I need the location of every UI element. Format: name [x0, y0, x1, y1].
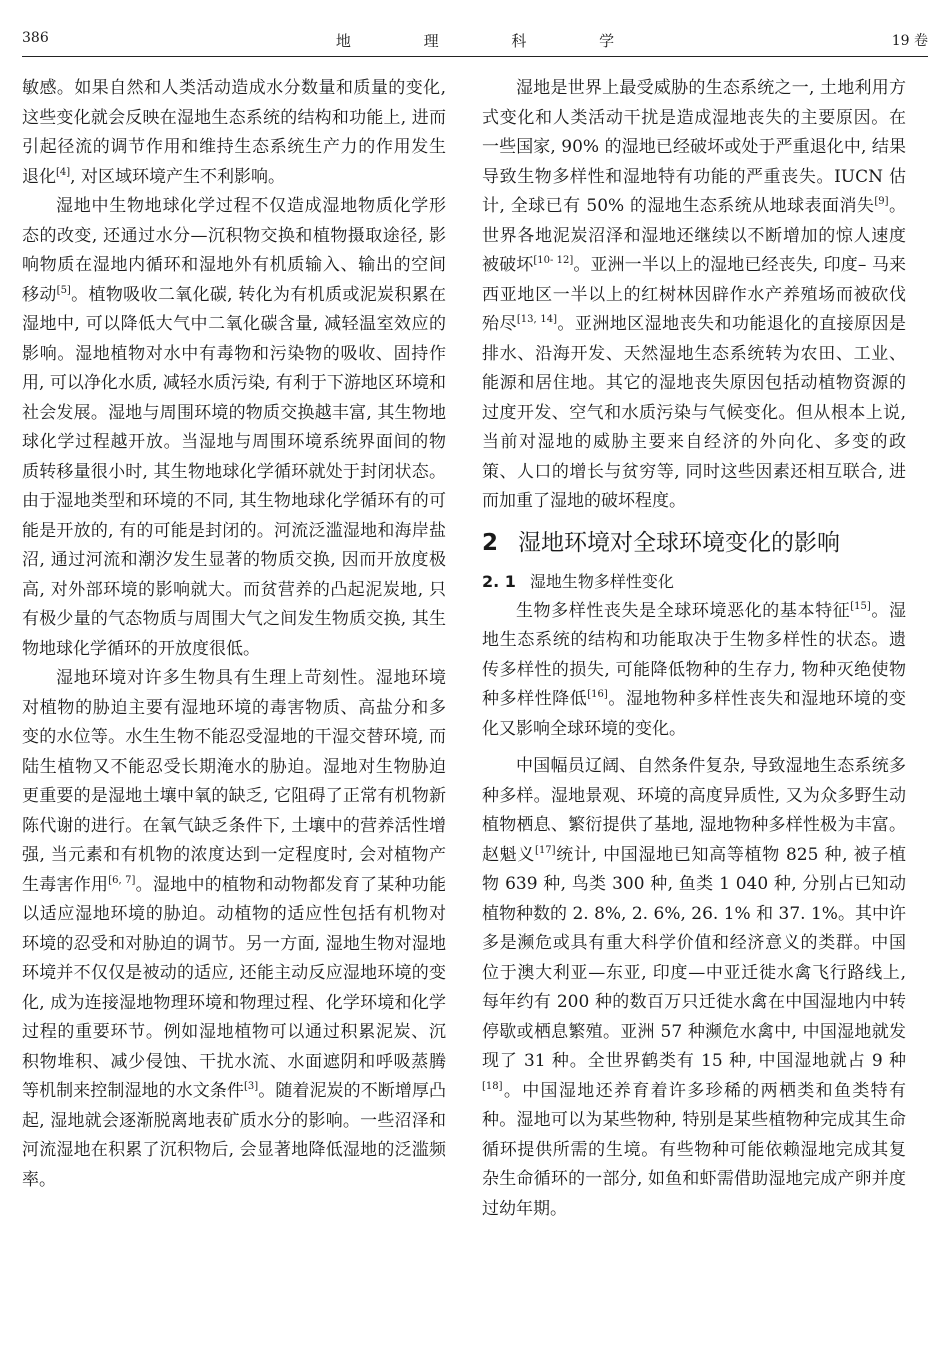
citation: [10- 12] — [533, 255, 574, 266]
citation: [4] — [56, 166, 71, 178]
paragraph-text: , 对区域环境产生不利影响。 — [70, 166, 285, 187]
paragraph-text: 湿地中生物地球化学过程不仅造成湿地物质化学形态的改变, 还通过水分—沉积物交换和植物摄取途径, 影响物质在湿地内循环和湿地外有机质输入、输出的空间移动 — [22, 196, 446, 305]
paragraph-3 — [22, 664, 446, 1195]
citation: [6, 7] — [108, 874, 136, 886]
citation: [18] — [482, 1080, 503, 1092]
citation: [5] — [56, 284, 71, 296]
subsection-number: 2. 1 — [482, 571, 516, 591]
section-title: 湿地环境对全球环境变化的影响 — [518, 529, 841, 556]
page-header — [22, 30, 928, 52]
paragraph-text: 中国幅员辽阔、自然条件复杂, 导致湿地生态系统多种多样。湿地景观、环境的高度异质性, 又为众多野生动植物栖息、繁衍提供了基地, 湿地物种多样性极为丰富。赵魁义 — [482, 756, 906, 865]
paragraph-6 — [482, 752, 906, 1224]
paragraph-text: 。随着泥炭的不断增厚凸起, 湿地就会逐渐脱离地表矿质水分的影响。一些沼泽和河流湿地在积累了沉积物后, 会显著地降低湿地的泛滥频率。 — [22, 1081, 447, 1190]
paragraph-text: 统计, 中国湿地已知高等植物 825 种, 被子植物 639 种, 鸟类 300 种, 鱼类 1 040 种, 分别占已知动植物种数的 2. 8%, 2. 6%, 26. 1% 和 37. 1%。其中许多是濒危或具有重大科学价值和经济意义的类群。中国位于澳大利亚—东亚, 印度—中亚迁徙水禽飞行路线上, 每年约有 200 种的数百万只迁徙水禽在中国湿地内中转停歇或栖息繁殖。亚洲 57 种濒危水禽中, 中国湿地就发现了 31 种。全世界鹤类有 15 种, 中国湿地就占 9 种 — [482, 844, 907, 1071]
citation: [3] — [244, 1081, 259, 1092]
paragraph-text: 。湿地中的植物和动物都发育了某种功能以适应湿地环境的胁迫。动植物的适应性包括有机物对环境的忍受和对胁迫的调节。另一方面, 湿地生物对湿地环境并不仅仅是被动的适应, 还能主动反应湿地环境的变化, 成为连接湿地物理环境和物理过程、化学环境和化学过程的重要环节。例如湿地植物可以通过积累泥炭、沉积物堆积、减少侵蚀、干扰水流、水面遮阴和呼吸蒸腾等机制来控制湿地的水文条件 — [22, 874, 447, 1101]
journal-title: 地 理 科 学 — [335, 32, 649, 50]
volume-label: 19 卷 — [891, 33, 928, 49]
paragraph-text: 。湿地生态系统的结构和功能取决于生物多样性的状态。遗传多样性的损失, 可能降低物种的生存力, 物种灭绝使物种多样性降低 — [482, 600, 906, 709]
citation: [17] — [535, 844, 556, 856]
citation: [9] — [874, 196, 889, 207]
citation: [13, 14] — [516, 314, 557, 325]
subsection-title: 湿地生物多样性变化 — [529, 571, 674, 591]
header-rule — [22, 56, 928, 57]
paragraph-text: 湿地是世界上最受威胁的生态系统之一, 土地利用方式变化和人类活动干扰是造成湿地丧失的主要原因。在一些国家, 90% 的湿地已经破坏或处于严重退化中, 结果导致生物多样性和湿地特有功能的严重丧失。IUCN 估计, 全球已有 50% 的湿地生态系统从地球表面消失 — [482, 78, 906, 216]
paragraph-text: 。世界各地泥炭沼泽和湿地还继续以不断增加的惊人速度被破坏 — [482, 196, 906, 275]
citation: [16] — [587, 689, 608, 700]
paragraph-text: 湿地环境对许多生物具有生理上苛刻性。湿地环境对植物的胁迫主要有湿地环境的毒害物质、高盐分和多变的水位等。水生生物不能忍受湿地的干湿交替环境, 而陆生植物又不能忍受长期淹水的胁迫。湿地对生物胁迫更重要的是湿地土壤中氧的缺乏, 它阻碍了正常有机物新陈代谢的进行。在氧气缺乏条件下, 土壤中的营养活性增强, 当元素和有机物的浓度达到一定程度时, 会对植物产生毒害作用 — [22, 668, 446, 895]
paragraph-1 — [22, 74, 446, 192]
subsection-heading — [482, 567, 906, 597]
page-number: 386 — [22, 30, 49, 46]
paragraph-text: 。亚洲地区湿地丧失和功能退化的直接原因是排水、沿海开发、天然湿地生态系统转为农田、工业、能源和居住地。其它的湿地丧失原因包括动植物资源的过度开发、空气和水质污染与气候变化。但从根本上说, 当前对湿地的威胁主要来自经济的外向化、多变的政策、人口的增长与贫穷等, 同时这些因素还相互联合, 进而加重了湿地的破坏程度。 — [482, 314, 907, 511]
section-number: 2 — [482, 529, 499, 556]
paragraph-2 — [22, 192, 446, 664]
citation: [15] — [850, 600, 871, 612]
paragraph-text: 。湿地物种多样性丧失和湿地环境的变化又影响全球环境的变化。 — [482, 689, 907, 739]
paragraph-text: 生物多样性丧失是全球环境恶化的基本特征 — [516, 600, 851, 621]
paragraph-4 — [482, 74, 906, 517]
section-heading — [482, 525, 906, 561]
paragraph-text: 敏感。如果自然和人类活动造成水分数量和质量的变化, 这些变化就会反映在湿地生态系统的结构和功能上, 进而引起径流的调节作用和维持生态系统生产力的作用发生退化 — [22, 78, 446, 187]
paragraph-text: 。中国湿地还养育着许多珍稀的两栖类和鱼类特有种。湿地可以为某些物种, 特别是某些植物种完成其生命循环提供所需的生境。有些物种可能依赖湿地完成其复杂生命循环的一部分, 如鱼和虾需借助湿地完成产卵并度过幼年期。 — [482, 1080, 906, 1219]
left-column — [22, 74, 446, 1195]
paragraph-text: 。植物吸收二氧化碳, 转化为有机质或泥炭积累在湿地中, 可以降低大气中二氧化碳含量, 减轻温室效应的影响。湿地植物对水中有毒物和污染物的吸收、固持作用, 可以净化水质, 减轻水质污染, 有利于下游地区环境和社会发展。湿地与周围环境的物质交换越丰富, 其生物地球化学过程越开放。当湿地与周围环境系统界面间的物质转移量很小时, 其生物地球化学循环就处于封闭状态。由于湿地类型和环境的不同, 其生物地球化学循环有的可能是开放的, 有的可能是封闭的。河流泛滥湿地和海岸盐沼, 通过河流和潮汐发生显著的物质交换, 因而开放度极高, 对外部环境的影响就大。而贫营养的凸起泥炭地, 只有极少量的气态物质与周围大气之间发生物质交换, 其生物地球化学循环的开放度很低。 — [22, 284, 446, 659]
paragraph-text: 。亚洲一半以上的湿地已经丧失, 印度– 马来西亚地区一半以上的红树林因辟作水产养殖场而被砍伐殆尽 — [482, 255, 907, 334]
right-column — [482, 74, 906, 1224]
paragraph-5 — [482, 597, 906, 745]
